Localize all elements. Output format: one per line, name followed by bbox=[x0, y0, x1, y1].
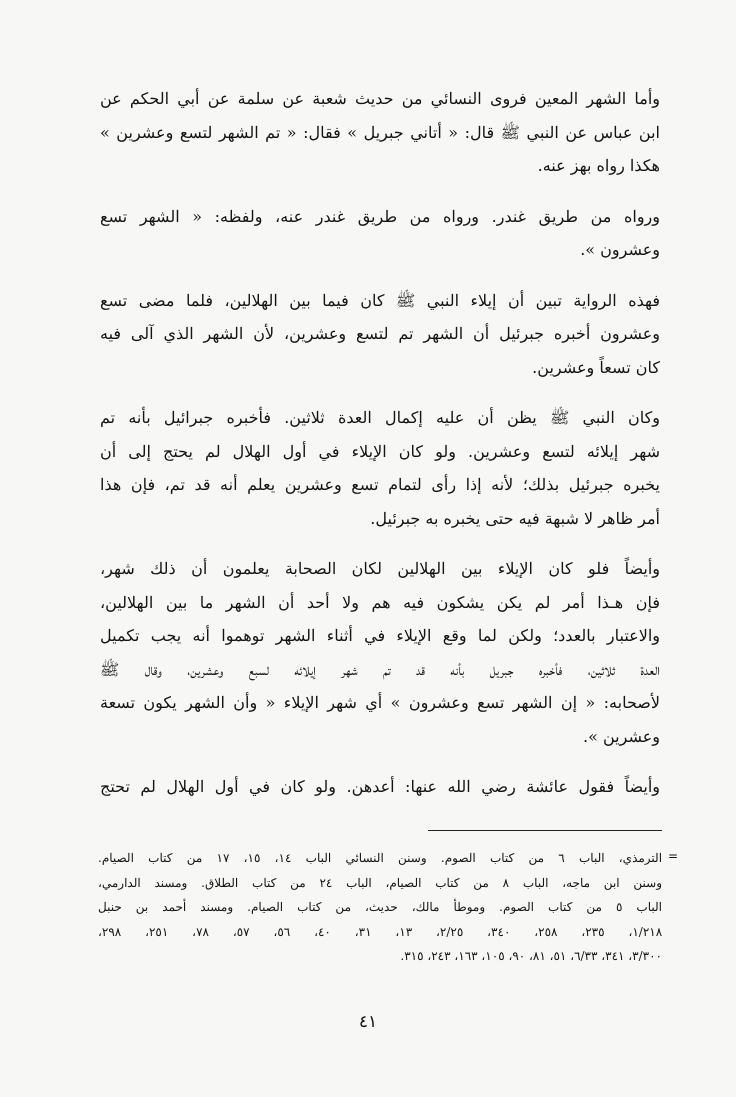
text-line: كان تسعاً وعشرين. bbox=[532, 357, 660, 377]
text-line: شهر إيلائه لتسع وعشرين. ولو كان الإيلاء في أول الهلال لم يحتج إلى أن bbox=[100, 441, 660, 461]
footnote-line: ٣/٣٠٠، ٣٤١، ٦/٣٣، ٥١، ٨١، ٩٠، ١٠٥، ١٦٣، ٢٤٣، ٣١٥. bbox=[400, 949, 662, 963]
text-line: أمر ظاهر لا شبهة فيه حتى يخبره به جبرئيل. bbox=[370, 508, 660, 528]
text-line: العدة ثلاثين، فأخبره جبريل بأنه قد تم شهر إيلائه لسبع وعشرين، وقال ﷺ bbox=[100, 659, 660, 679]
paragraph bbox=[100, 200, 660, 267]
text-line: وكان النبي ﷺ يظن أن عليه إكمال العدة ثلاثين. فأخبره جبرائيل بأنه تم bbox=[100, 408, 660, 427]
text-line: وأيضاً فقول عائشة رضي الله عنها: أعدهن. ولو كان في أول الهلال لم تحتج bbox=[100, 777, 660, 796]
footnote-line: الترمذي، الباب ٦ من كتاب الصوم. وسنن النسائي الباب ١٤، ١٥، ١٧ من كتاب الصيام. bbox=[98, 851, 662, 865]
text-line: وعشرون أخبره جبرئيل أن الشهر تم لتسع وعشرين، لأن الشهر الذي آلى فيه bbox=[100, 324, 660, 343]
footnote-divider bbox=[428, 830, 662, 831]
footnote-line: وسنن ابن ماجه، الباب ٨ من كتاب الصيام، الباب ٢٤ من كتاب الطلاق. ومسند الدارمي، bbox=[98, 875, 662, 890]
text-line: وأما الشهر المعين فروى النسائي من حديث شعبة عن سلمة عن أبي الحكم عن bbox=[100, 89, 660, 108]
text-line: والاعتبار بالعدد؛ ولكن لما وقع الإيلاء في أثناء الشهر توهموا أنه يجب تكميل bbox=[100, 626, 660, 645]
paragraph bbox=[100, 284, 660, 385]
text-line: ابن عباس عن النبي ﷺ قال: « أتاني جبريل » فقال: « تم الشهر لتسع وعشرين » bbox=[100, 122, 660, 142]
footnotes bbox=[98, 846, 662, 969]
text-line: وعشرون ». bbox=[580, 240, 660, 259]
text-line: وأيضاً فلو كان الإيلاء بين الهلالين لكان الصحابة يعلمون أن ذلك شهر، bbox=[100, 559, 660, 578]
paragraph bbox=[100, 552, 660, 753]
text-line: وعشرين ». bbox=[583, 726, 660, 746]
paragraph bbox=[100, 770, 660, 804]
text-line: لأصحابه: « إن الشهر تسع وعشرون » أي شهر الإيلاء « وأن الشهر يكون تسعة bbox=[100, 693, 660, 712]
text-line: فإن هـذا أمر لم يكن يشكون فيه هم ولا أحد أن الشهر ما بين الهلالين، bbox=[100, 592, 660, 612]
text-line: ورواه من طريق غندر. ورواه من طريق غندر عنه، ولفظه: « الشهر تسع bbox=[100, 206, 660, 226]
paragraph bbox=[100, 82, 660, 183]
text-line: هكذا رواه بهز عنه. bbox=[537, 156, 660, 175]
text-line: يخبره جبرئيل بذلك؛ لأنه إذا رأى لتمام تسع وعشرين يعلم أنه قد تم، فإن هذا bbox=[100, 475, 660, 494]
page-number: ٤١ bbox=[358, 1012, 378, 1032]
footnote-continuation-marker: = bbox=[668, 849, 679, 863]
footnote-line: الباب ٥ من كتاب الصوم. وموطأ مالك، حديث، من كتاب الصيام. ومسند أحمد بن حنبل bbox=[98, 900, 662, 914]
text-line: فهذه الرواية تبين أن إيلاء النبي ﷺ كان فيما بين الهلالين، فلما مضى تسع bbox=[100, 290, 660, 310]
paragraph bbox=[100, 401, 660, 535]
footnote-line: ١/٢١٨، ٢٣٥، ٢٥٨، ٣٤٠، ٢/٢٥، ١٣، ٣١، ٤٠، ٥٦، ٥٧، ٧٨، ٢٥١، ٢٩٨، bbox=[98, 924, 662, 939]
main-text bbox=[100, 82, 660, 821]
